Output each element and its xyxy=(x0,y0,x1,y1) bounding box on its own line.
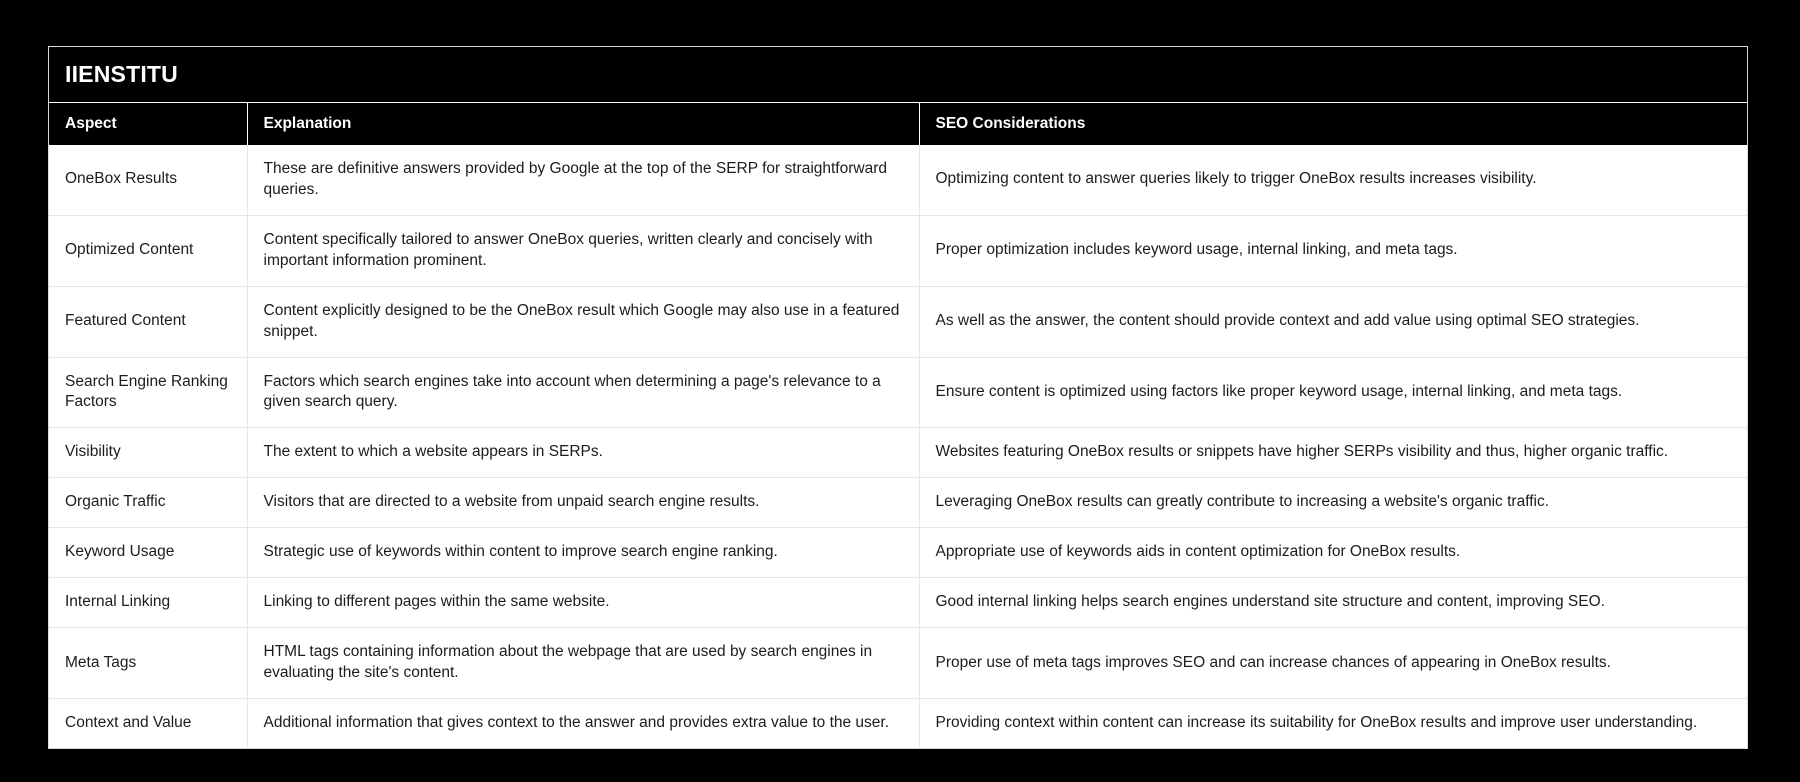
table-row xyxy=(49,215,1747,286)
table-row xyxy=(49,578,1747,628)
table-row xyxy=(49,428,1747,478)
cell-aspect: Context and Value xyxy=(49,698,247,747)
table-card xyxy=(48,46,1748,749)
table-header xyxy=(49,103,1747,145)
cell-seo: Websites featuring OneBox results or snippets have higher SERPs visibility and thus, higher organic traffic. xyxy=(919,428,1747,478)
table-row xyxy=(49,698,1747,747)
cell-seo: Optimizing content to answer queries likely to trigger OneBox results increases visibility. xyxy=(919,145,1747,215)
cell-explanation: Content specifically tailored to answer OneBox queries, written clearly and concisely with important information prominent. xyxy=(247,215,919,286)
cell-seo: Ensure content is optimized using factors like proper keyword usage, internal linking, and meta tags. xyxy=(919,357,1747,428)
cell-explanation: HTML tags containing information about the webpage that are used by search engines in evaluating the site's content. xyxy=(247,628,919,699)
cell-aspect: OneBox Results xyxy=(49,145,247,215)
column-header-seo: SEO Considerations xyxy=(919,103,1747,145)
cell-seo: Providing context within content can increase its suitability for OneBox results and improve user understanding. xyxy=(919,698,1747,747)
table-row xyxy=(49,357,1747,428)
table-row xyxy=(49,286,1747,357)
brand-bar xyxy=(49,47,1747,103)
table-row xyxy=(49,145,1747,215)
cell-aspect: Keyword Usage xyxy=(49,528,247,578)
cell-explanation: Visitors that are directed to a website from unpaid search engine results. xyxy=(247,478,919,528)
table-header-row xyxy=(49,103,1747,145)
brand-title: IIENSTITU xyxy=(65,61,178,87)
cell-explanation: These are definitive answers provided by Google at the top of the SERP for straightforward queries. xyxy=(247,145,919,215)
column-header-explanation: Explanation xyxy=(247,103,919,145)
table-body xyxy=(49,145,1747,748)
table-row xyxy=(49,528,1747,578)
table-row xyxy=(49,628,1747,699)
column-header-aspect: Aspect xyxy=(49,103,247,145)
cell-seo: Appropriate use of keywords aids in content optimization for OneBox results. xyxy=(919,528,1747,578)
comparison-table xyxy=(49,103,1747,748)
cell-seo: Leveraging OneBox results can greatly contribute to increasing a website's organic traffic. xyxy=(919,478,1747,528)
cell-explanation: Factors which search engines take into account when determining a page's relevance to a given search query. xyxy=(247,357,919,428)
table-row xyxy=(49,478,1747,528)
cell-explanation: Content explicitly designed to be the OneBox result which Google may also use in a featured snippet. xyxy=(247,286,919,357)
cell-seo: Proper use of meta tags improves SEO and can increase chances of appearing in OneBox results. xyxy=(919,628,1747,699)
cell-aspect: Search Engine Ranking Factors xyxy=(49,357,247,428)
cell-aspect: Visibility xyxy=(49,428,247,478)
cell-explanation: The extent to which a website appears in SERPs. xyxy=(247,428,919,478)
cell-aspect: Organic Traffic xyxy=(49,478,247,528)
cell-aspect: Featured Content xyxy=(49,286,247,357)
cell-aspect: Meta Tags xyxy=(49,628,247,699)
cell-seo: Good internal linking helps search engines understand site structure and content, improving SEO. xyxy=(919,578,1747,628)
cell-explanation: Linking to different pages within the same website. xyxy=(247,578,919,628)
cell-aspect: Optimized Content xyxy=(49,215,247,286)
cell-seo: As well as the answer, the content should provide context and add value using optimal SEO strategies. xyxy=(919,286,1747,357)
cell-seo: Proper optimization includes keyword usage, internal linking, and meta tags. xyxy=(919,215,1747,286)
cell-aspect: Internal Linking xyxy=(49,578,247,628)
cell-explanation: Strategic use of keywords within content to improve search engine ranking. xyxy=(247,528,919,578)
cell-explanation: Additional information that gives context to the answer and provides extra value to the user. xyxy=(247,698,919,747)
